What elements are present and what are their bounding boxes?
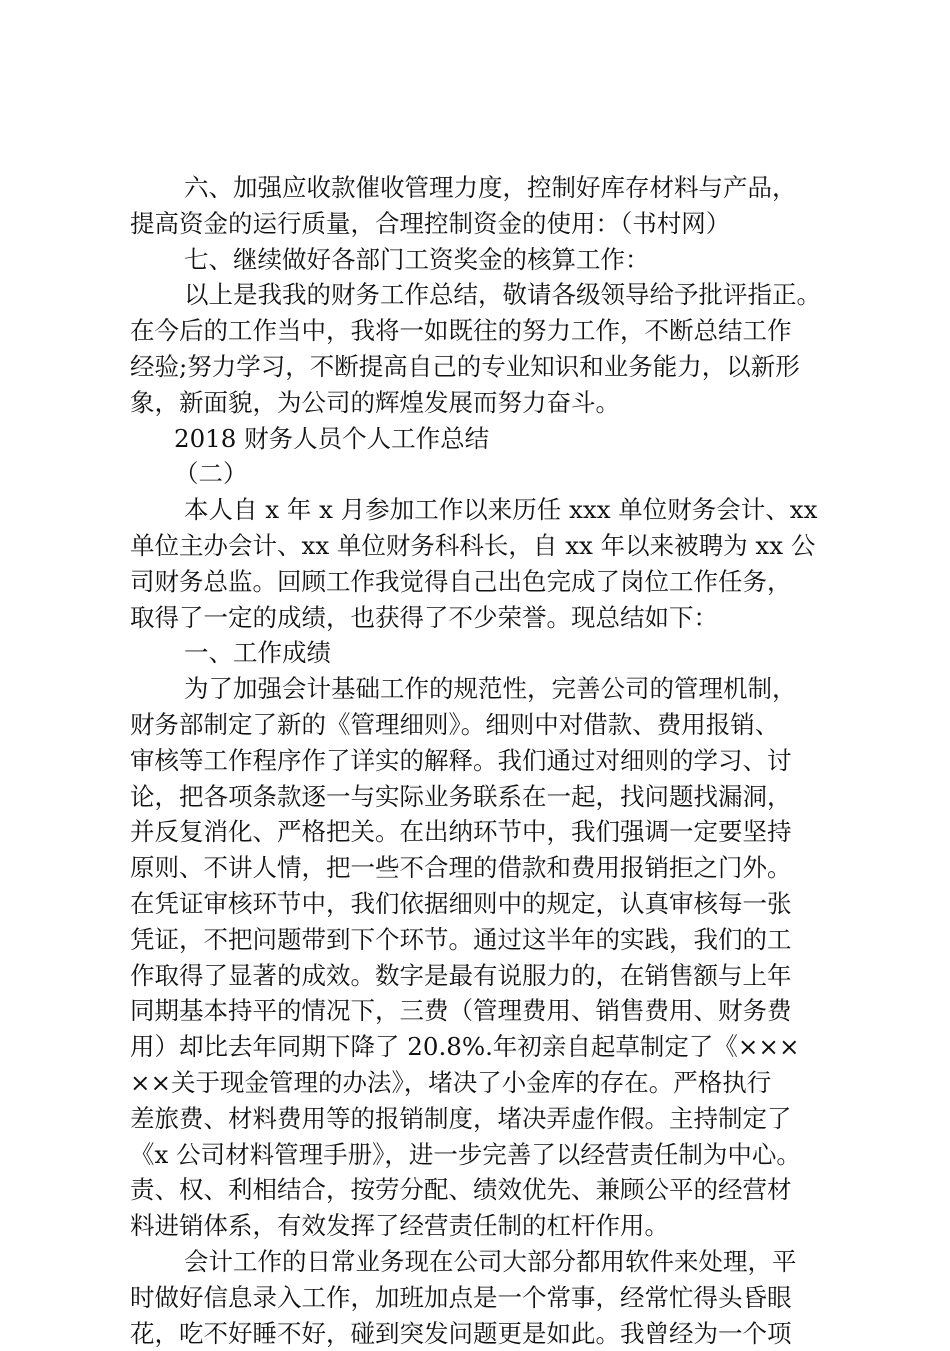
text-line: 取得了一定的成绩，也获得了不少荣誉。现总结如下： [130,600,850,636]
document-body [130,170,850,1351]
section-number: （二） [130,456,850,492]
text-line: 象，新面貌，为公司的辉煌发展而努力奋斗。 [130,385,850,421]
subsection-heading: 一、工作成绩 [130,635,850,671]
text-line: 以上是我我的财务工作总结，敬请各级领导给予批评指正。 [130,277,850,313]
text-line: 经验;努力学习，不断提高自己的专业知识和业务能力，以新形 [130,349,850,385]
text-line: 并反复消化、严格把关。在出纳环节中，我们强调一定要坚持 [130,814,850,850]
text-line: 原则、不讲人情，把一些不合理的借款和费用报销拒之门外。 [130,850,850,886]
text-line: 《x 公司材料管理手册》，进一步完善了以经营责任制为中心。 [130,1137,850,1173]
text-line: 同期基本持平的情况下，三费（管理费用、销售费用、财务费 [130,993,850,1029]
text-line: ××关于现金管理的办法》，堵决了小金库的存在。严格执行 [130,1065,850,1101]
text-line: 在今后的工作当中，我将一如既往的努力工作，不断总结工作 [130,313,850,349]
text-line: 司财务总监。回顾工作我觉得自己出色完成了岗位工作任务， [130,564,850,600]
text-line: 单位主办会计、xx 单位财务科科长，自 xx 年以来被聘为 xx 公 [130,528,850,564]
text-line: 差旅费、材料费用等的报销制度，堵决弄虚作假。主持制定了 [130,1101,850,1137]
text-line: 审核等工作程序作了详实的解释。我们通过对细则的学习、讨 [130,743,850,779]
section-heading: 2018 财务人员个人工作总结 [130,421,850,457]
text-line: 六、加强应收款催收管理力度，控制好库存材料与产品， [130,170,850,206]
text-line: 责、权、利相结合，按劳分配、绩效优先、兼顾公平的经营材 [130,1172,850,1208]
text-line: 在凭证审核环节中，我们依据细则中的规定，认真审核每一张 [130,886,850,922]
text-line: 料进销体系，有效发挥了经营责任制的杠杆作用。 [130,1208,850,1244]
text-line: 用）却比去年同期下降了 20.8%.年初亲自起草制定了《××× [130,1029,850,1065]
text-line: 论，把各项条款逐一与实际业务联系在一起，找问题找漏洞， [130,779,850,815]
text-line: 七、继续做好各部门工资奖金的核算工作： [130,242,850,278]
text-line: 花，吃不好睡不好，碰到突发问题更是如此。我曾经为一个项 [130,1316,850,1351]
text-line: 作取得了显著的成效。数字是最有说服力的，在销售额与上年 [130,958,850,994]
text-line: 为了加强会计基础工作的规范性，完善公司的管理机制， [130,671,850,707]
text-line: 提高资金的运行质量，合理控制资金的使用：（书村网） [130,206,850,242]
text-line: 本人自 x 年 x 月参加工作以来历任 xxx 单位财务会计、xx [130,492,850,528]
text-line: 财务部制定了新的《管理细则》。细则中对借款、费用报销、 [130,707,850,743]
text-line: 时做好信息录入工作，加班加点是一个常事，经常忙得头昏眼 [130,1280,850,1316]
text-line: 会计工作的日常业务现在公司大部分都用软件来处理，平 [130,1244,850,1280]
text-line: 凭证，不把问题带到下个环节。通过这半年的实践，我们的工 [130,922,850,958]
